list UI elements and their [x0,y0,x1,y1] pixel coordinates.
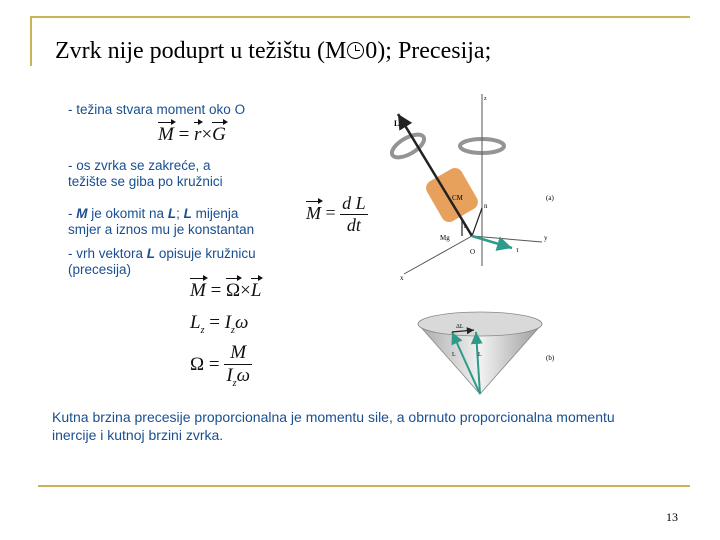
frame-bottom [38,485,690,487]
eq2-times: × [240,280,251,301]
title-part-1: Zvrk nije poduprt u težištu (M [55,38,347,64]
eq1-m: M [158,124,174,145]
bullet-symbol-l-3: L [146,246,156,261]
eq4-den-sub: z [232,377,237,389]
conclusion-text: Kutna brzina precesije proporcionalna je momentu sile, a obrnuto proporcionalna momentu inercije i kutnoj brzini zvrka. [52,409,615,443]
bullet-m-perpendicular: - M je okomit na L; L mijenja [68,206,239,221]
equation-omega [190,342,252,389]
bullet-vector-tip [68,246,256,262]
page-number: 13 [666,510,678,524]
eq3-omega: ω [234,312,249,333]
n-vector [472,208,482,236]
bullet-constant: smjer a iznos mu je konstantan [68,222,255,237]
dl-label: ΔL [456,324,464,330]
bullet-perp-text: je okomit na [91,206,165,221]
eq4-omega: Ω [190,353,205,375]
y-axis-label: y [544,234,548,242]
equation-torque [158,124,226,146]
eq-dl-numerator: d L [342,193,366,213]
o-label: O [470,248,476,256]
bullet-cm-circle: težište se giba po kružnici [68,174,223,189]
label-a: (a) [546,194,554,202]
slide-title [55,38,491,65]
spin-arrow [388,130,427,162]
bullet-circle-text: opisuje kružnicu [158,246,256,261]
eq2-omega: Ω [226,280,241,301]
bullet-symbol-m: M [76,206,88,221]
eq4-equals: = [208,353,220,375]
bullet-changes-text: mijenja [195,206,239,221]
eq3-sub2: z [231,324,235,336]
equation-dl-dt [306,193,368,236]
eq1-g: G [212,124,226,145]
eq1-equals: = [178,124,190,145]
eq3-sub: z [200,324,205,336]
bullet-precession: (precesija) [68,262,132,277]
eq-dl-m: M [306,202,321,223]
x-axis-line [404,236,472,274]
eq2-l: L [250,280,262,301]
cone-rim [418,312,542,336]
bullet-torque: - težina stvara moment oko O [68,102,246,117]
mg-label: Mg [440,234,450,242]
eq4-fraction [224,342,252,389]
z-axis-label: z [484,96,487,102]
tau-label: τ [516,246,519,254]
bullet-tip-text: - vrh vektora [68,246,144,261]
gyroscope-diagram [360,88,570,398]
eq3-l: L [190,312,201,333]
eq2-m: M [190,280,206,301]
frame-top [30,16,690,18]
bullet-symbol-l-2: L [183,206,192,221]
eq4-den-omega: ω [236,365,250,386]
equation-angular-momentum [190,312,248,336]
n-label: n [484,202,488,210]
frame-left [30,16,32,66]
eq1-r: r [194,124,202,145]
li-label: L [452,352,456,358]
bullet-axis-rotates: - os zvrka se zakreće, a [68,158,211,173]
bullet-symbol-l: L [167,206,177,221]
eq-dl-equals: = [325,202,336,223]
eq4-denominator [224,365,252,389]
eq1-times: × [201,124,213,145]
eq3-i: I [224,312,232,333]
eq-dl-denominator: dt [346,215,361,235]
eq4-numerator: M [224,342,252,365]
label-b: (b) [546,354,555,362]
cm-label: CM [452,194,463,202]
title-part-2: 0); Precesija; [365,38,492,64]
x-axis-label: x [400,274,404,282]
l-label: L [394,119,400,128]
equation-precession [190,280,261,302]
clock-icon [347,42,364,59]
eq3-equals: = [209,312,220,333]
r-label: r [464,222,467,230]
lf-label: L [478,352,482,358]
eq2-equals: = [210,280,222,301]
eq4-den-i: I [226,365,233,386]
